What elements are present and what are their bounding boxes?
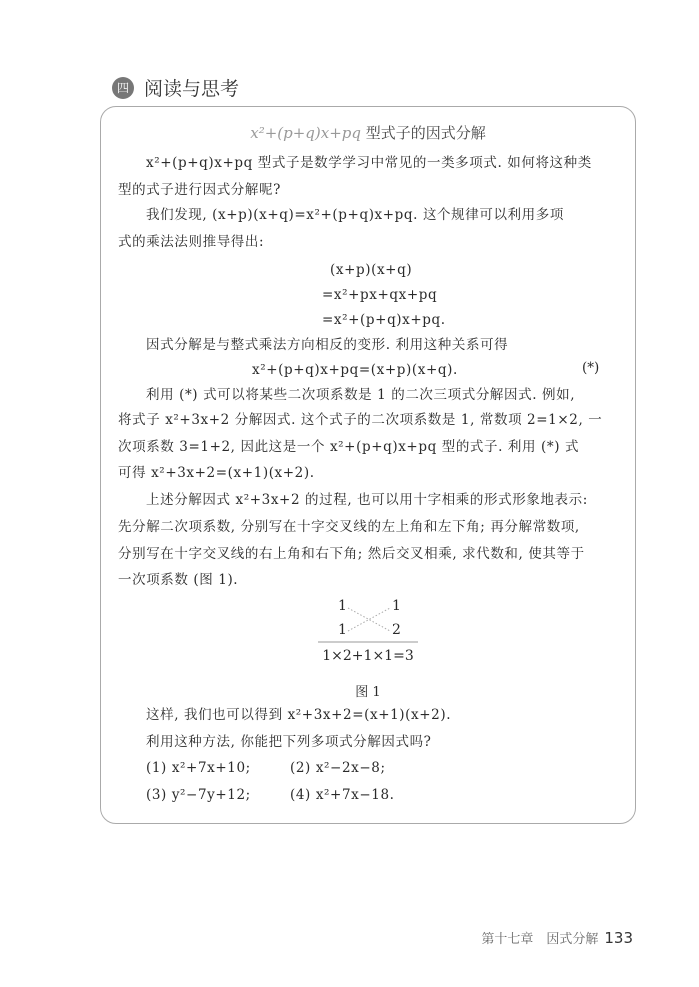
exercise-3: (3) y²−7y+12; (146, 787, 251, 803)
page-number: 133 (604, 929, 633, 947)
section-heading (112, 74, 239, 101)
box-title-math: x²+(p+q)x+pq (250, 124, 361, 142)
equation-tag: (*) (582, 360, 600, 376)
diagram-top-left: 1 (338, 598, 347, 614)
equation-line: (x+p)(x+q) (330, 262, 413, 278)
text-line: 先分解二次项系数, 分别写在十字交叉线的左上角和左下角; 再分解常数项, (118, 519, 580, 535)
text-line: 将式子 x²+3x+2 分解因式. 这个式子的二次项系数是 1, 常数项 2=1×2, 一 (118, 412, 603, 428)
diagram-result: 1×2+1×1=3 (322, 648, 414, 664)
equation-line: =x²+(p+q)x+pq. (322, 312, 446, 328)
box-title (100, 122, 636, 143)
figure-caption: 图 1 (355, 685, 381, 700)
equation-line: =x²+px+qx+pq (322, 287, 438, 303)
exercise-1: (1) x²+7x+10; (146, 760, 251, 776)
section-badge-icon: 四 (112, 77, 134, 99)
text-line: 利用 (*) 式可以将某些二次项系数是 1 的二次三项式分解因式. 例如, (146, 387, 576, 403)
chapter-label: 第十七章 因式分解 (481, 932, 599, 947)
text-line: 我们发现, (x+p)(x+q)=x²+(p+q)x+pq. 这个规律可以利用多项 (146, 207, 564, 223)
section-title: 阅读与思考 (144, 78, 240, 100)
text-line: 式的乘法法则推导得出: (118, 234, 265, 250)
exercise-2: (2) x²−2x−8; (290, 760, 386, 776)
text-line: 利用这种方法, 你能把下列多项式分解因式吗? (146, 734, 432, 750)
text-line: 上述分解因式 x²+3x+2 的过程, 也可以用十字相乘的形式形象地表示: (146, 492, 588, 508)
page-footer (481, 928, 633, 947)
text-line: 这样, 我们也可以得到 x²+3x+2=(x+1)(x+2). (146, 707, 452, 723)
text-line: 分别写在十字交叉线的右上角和右下角; 然后交叉相乘, 求代数和, 使其等于 (118, 546, 585, 562)
diagram-bottom-left: 1 (338, 622, 347, 638)
text-line: 可得 x²+3x+2=(x+1)(x+2). (118, 465, 315, 481)
text-line: 因式分解是与整式乘法方向相反的变形. 利用这种关系可得 (146, 337, 509, 353)
text-line: 次项系数 3=1+2, 因此这是一个 x²+(p+q)x+pq 型的式子. 利用 (*) 式 (118, 439, 580, 455)
box-title-text: 型式子的因式分解 (360, 124, 486, 142)
exercise-4: (4) x²+7x−18. (290, 787, 395, 803)
text-line: 一次项系数 (图 1). (118, 572, 239, 588)
cross-multiplication-diagram (318, 598, 418, 668)
diagram-bottom-right: 2 (392, 622, 401, 638)
equation-line: x²+(p+q)x+pq=(x+p)(x+q). (252, 362, 458, 378)
diagram-top-right: 1 (392, 598, 401, 614)
text-line: x²+(p+q)x+pq 型式子是数学学习中常见的一类多项式. 如何将这种类 (146, 155, 592, 171)
text-line: 型的式子进行因式分解呢? (118, 182, 281, 198)
